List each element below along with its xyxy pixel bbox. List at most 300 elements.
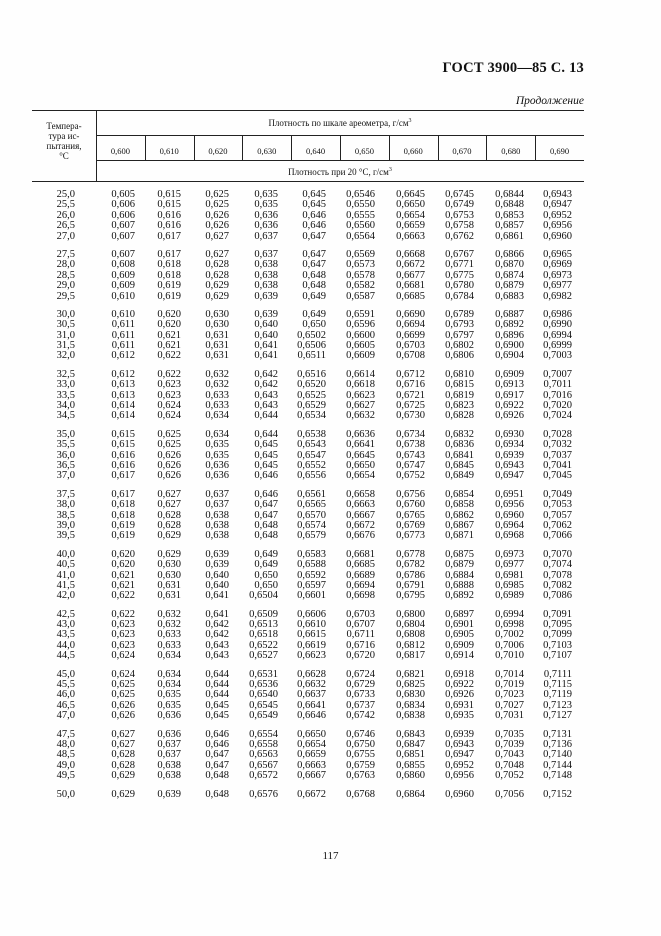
density-cell: 0,622 [111,608,135,620]
temperature-cell: 36,5 [56,459,75,471]
density-cell: 0,6914 [445,650,474,662]
table-row [0,560,661,570]
row-group [0,730,661,782]
density-cell: 0,6951 [495,488,524,500]
density-cell: 0,6546 [346,189,375,200]
density-cell: 0,6960 [543,230,572,242]
density-cell: 0,629 [111,788,135,800]
density-cell: 0,647 [205,749,229,761]
density-cell: 0,638 [157,770,181,782]
density-cell: 0,625 [157,439,181,451]
density-cell: 0,623 [111,639,135,651]
density-cell: 0,618 [157,269,181,281]
density-cell: 0,623 [111,619,135,631]
temperature-cell: 35,5 [56,439,75,451]
temperature-cell: 41,5 [56,579,75,591]
column-header: 0,600 [110,146,130,156]
density-cell: 0,622 [157,350,181,362]
density-cell: 0,6637 [297,689,326,701]
density-cell: 0,648 [302,280,326,292]
density-cell: 0,637 [157,749,181,761]
density-cell: 0,6848 [495,199,524,211]
density-cell: 0,6756 [396,488,425,500]
density-cell: 0,6659 [297,749,326,761]
density-cell: 0,6795 [396,590,425,602]
density-cell: 0,6773 [396,530,425,542]
temperature-cell: 50,0 [56,788,75,800]
density-cell: 0,6802 [445,340,474,352]
column-header: 0,620 [208,146,228,156]
density-cell: 0,642 [254,368,278,380]
density-cell: 0,6769 [396,519,425,531]
density-cell: 0,6874 [495,269,524,281]
density-cell: 0,606 [111,199,135,211]
density-cell: 0,636 [254,220,278,232]
density-cell: 0,626 [205,220,229,232]
stub-header-line: Темпера- [46,121,82,131]
density-cell: 0,6743 [396,449,425,461]
density-cell: 0,6947 [543,199,572,211]
column-header: 0,660 [403,146,423,156]
density-cell: 0,643 [254,389,278,401]
density-cell: 0,6819 [445,389,474,401]
density-cell: 0,626 [157,470,181,482]
density-cell: 0,6567 [249,759,278,771]
temperature-cell: 35,0 [56,428,75,440]
density-cell: 0,6870 [495,259,524,271]
density-cell: 0,627 [111,738,135,750]
density-cell: 0,619 [157,280,181,292]
density-cell: 0,616 [111,459,135,471]
density-cell: 0,6905 [445,629,474,641]
density-cell: 0,7003 [543,350,572,362]
density-cell: 0,6918 [445,668,474,680]
density-cell: 0,642 [205,619,229,631]
density-cell: 0,6749 [445,199,474,211]
density-cell: 0,6677 [396,269,425,281]
density-cell: 0,6964 [495,519,524,531]
density-cell: 0,6511 [297,350,326,362]
temperature-cell: 27,0 [56,230,75,242]
density-cell: 0,6663 [297,759,326,771]
density-cell: 0,7070 [543,548,572,560]
row-group [0,670,661,722]
density-cell: 0,628 [111,749,135,761]
density-cell: 0,6759 [346,759,375,771]
density-cell: 0,6812 [396,639,425,651]
density-cell: 0,610 [111,308,135,320]
density-cell: 0,625 [157,428,181,440]
density-cell: 0,6901 [445,619,474,631]
table-row [0,771,661,781]
density-cell: 0,648 [302,269,326,281]
density-cell: 0,6734 [396,428,425,440]
density-cell: 0,607 [111,220,135,232]
density-cell: 0,634 [205,410,229,422]
row-group [0,370,661,422]
density-cell: 0,627 [157,488,181,500]
density-cell: 0,6994 [543,329,572,341]
density-cell: 0,6892 [495,319,524,331]
density-cell: 0,628 [111,759,135,771]
density-cell: 0,7027 [495,699,524,711]
density-cell: 0,630 [157,569,181,581]
density-cell: 0,7131 [543,728,572,740]
density-cell: 0,649 [254,559,278,571]
density-cell: 0,618 [111,499,135,511]
temperature-cell: 33,5 [56,389,75,401]
density-cell: 0,614 [111,400,135,412]
density-cell: 0,637 [157,738,181,750]
density-cell: 0,611 [111,340,135,352]
row-group [0,490,661,542]
density-cell: 0,6520 [297,379,326,391]
temperature-cell: 37,0 [56,470,75,482]
column-header: 0,610 [159,146,179,156]
density-cell: 0,628 [205,269,229,281]
density-cell: 0,613 [111,389,135,401]
density-cell: 0,6973 [495,548,524,560]
temperature-cell: 29,0 [56,280,75,292]
density-cell: 0,6763 [346,770,375,782]
density-cell: 0,6755 [346,749,375,761]
density-cell: 0,6667 [346,509,375,521]
density-cell: 0,6550 [346,199,375,211]
density-cell: 0,6628 [297,668,326,680]
density-cell: 0,6654 [297,738,326,750]
temperature-cell: 43,5 [56,629,75,641]
density-20c-header-text: Плотность при 20 °С, г/см [288,167,389,177]
density-cell: 0,635 [205,439,229,451]
density-cell: 0,7039 [495,738,524,750]
density-cell: 0,647 [302,230,326,242]
density-cell: 0,618 [157,259,181,271]
density-cell: 0,647 [302,259,326,271]
density-cell: 0,614 [111,410,135,422]
temperature-cell: 38,0 [56,499,75,511]
temperature-cell: 49,5 [56,770,75,782]
density-cell: 0,6672 [396,259,425,271]
density-cell: 0,7032 [543,439,572,451]
density-cell: 0,6667 [297,770,326,782]
density-cell: 0,6578 [346,269,375,281]
temperature-cell: 36,0 [56,449,75,461]
density-cell: 0,6884 [445,569,474,581]
temperature-cell: 47,5 [56,728,75,740]
density-cell: 0,7099 [543,629,572,641]
density-cell: 0,6615 [297,629,326,641]
density-cell: 0,624 [157,400,181,412]
table-row [0,591,661,601]
density-cell: 0,7031 [495,710,524,722]
density-cell: 0,6646 [297,710,326,722]
density-cell: 0,6513 [249,619,278,631]
density-cell: 0,643 [205,639,229,651]
density-cell: 0,6867 [445,519,474,531]
density-cell: 0,648 [254,519,278,531]
density-cell: 0,6650 [346,459,375,471]
density-cell: 0,6681 [396,280,425,292]
column-header: 0,630 [257,146,277,156]
density-cell: 0,633 [205,389,229,401]
density-cell: 0,628 [157,509,181,521]
density-cell: 0,6600 [346,329,375,341]
density-cell: 0,619 [111,530,135,542]
stub-header-line: °С [59,151,69,161]
temperature-cell: 39,5 [56,530,75,542]
table-row [0,411,661,421]
density-cell: 0,6588 [297,559,326,571]
density-cell: 0,6866 [495,248,524,260]
density-cell: 0,6654 [396,209,425,221]
temperature-cell: 28,5 [56,269,75,281]
density-cell: 0,6982 [543,290,572,302]
density-cell: 0,645 [302,189,326,200]
density-cell: 0,6909 [445,639,474,651]
density-cell: 0,6947 [445,749,474,761]
temperature-cell: 46,0 [56,689,75,701]
density-cell: 0,6591 [346,308,375,320]
density-cell: 0,636 [205,459,229,471]
table-body [0,190,661,808]
density-cell: 0,650 [302,319,326,331]
density-cell: 0,6504 [249,590,278,602]
density-cell: 0,6999 [543,340,572,352]
density-cell: 0,6771 [445,259,474,271]
density-cell: 0,626 [205,209,229,221]
density-cell: 0,627 [111,728,135,740]
density-cell: 0,6509 [249,608,278,620]
density-cell: 0,6943 [495,459,524,471]
density-cell: 0,637 [254,230,278,242]
stub-header-line: тура ис- [48,131,80,141]
density-cell: 0,6793 [445,319,474,331]
density-cell: 0,611 [111,319,135,331]
density-cell: 0,628 [205,259,229,271]
density-cell: 0,6947 [495,470,524,482]
density-cell: 0,632 [205,379,229,391]
density-cell: 0,615 [111,428,135,440]
density-cell: 0,627 [205,230,229,242]
density-cell: 0,7140 [543,749,572,761]
density-cell: 0,6981 [495,569,524,581]
density-cell: 0,6641 [346,439,375,451]
row-group [0,190,661,242]
density-cell: 0,644 [205,689,229,701]
density-cell: 0,609 [111,269,135,281]
temperature-cell: 40,5 [56,559,75,571]
density-cell: 0,629 [111,770,135,782]
density-cell: 0,6800 [396,608,425,620]
density-cell: 0,6823 [445,400,474,412]
density-cell: 0,627 [205,248,229,260]
density-cell: 0,638 [157,759,181,771]
density-cell: 0,7011 [543,379,572,391]
density-cell: 0,638 [254,269,278,281]
temperature-cell: 25,5 [56,199,75,211]
density-cell: 0,619 [111,519,135,531]
density-cell: 0,6998 [495,619,524,631]
density-cell: 0,6922 [495,400,524,412]
density-cell: 0,645 [205,710,229,722]
column-header: 0,640 [306,146,326,156]
density-cell: 0,7053 [543,499,572,511]
density-cell: 0,6952 [445,759,474,771]
density-cell: 0,6605 [346,340,375,352]
density-cell: 0,631 [205,350,229,362]
density-cell: 0,7045 [543,470,572,482]
density-cell: 0,6538 [297,428,326,440]
density-cell: 0,6610 [297,619,326,631]
temperature-cell: 31,0 [56,329,75,341]
density-cell: 0,7049 [543,488,572,500]
density-cell: 0,6572 [249,770,278,782]
density-cell: 0,615 [157,189,181,200]
density-cell: 0,6896 [495,329,524,341]
density-cell: 0,650 [254,579,278,591]
density-cell: 0,6808 [396,629,425,641]
page-number: 117 [322,850,339,862]
column-header: 0,650 [354,146,374,156]
table-row [0,651,661,661]
density-cell: 0,6817 [396,650,425,662]
density-cell: 0,6689 [346,569,375,581]
density-cell: 0,6609 [346,350,375,362]
density-cell: 0,621 [157,329,181,341]
density-cell: 0,6767 [445,248,474,260]
density-cell: 0,617 [111,470,135,482]
density-cell: 0,6516 [297,368,326,380]
density-cell: 0,641 [254,340,278,352]
density-cell: 0,636 [157,710,181,722]
temperature-cell: 34,0 [56,400,75,412]
density-cell: 0,7019 [495,679,524,691]
row-group [0,610,661,662]
table-row [0,711,661,721]
density-cell: 0,635 [254,199,278,211]
density-cell: 0,6712 [396,368,425,380]
density-cell: 0,6888 [445,579,474,591]
density-cell: 0,7095 [543,619,572,631]
density-cell: 0,632 [157,619,181,631]
density-cell: 0,616 [111,449,135,461]
density-cell: 0,623 [157,379,181,391]
density-cell: 0,6592 [297,569,326,581]
density-cell: 0,609 [111,280,135,292]
density-cell: 0,6965 [543,248,572,260]
density-cell: 0,635 [157,689,181,701]
density-cell: 0,7010 [495,650,524,662]
density-cell: 0,6969 [543,259,572,271]
density-cell: 0,615 [111,439,135,451]
density-cell: 0,6985 [495,579,524,591]
table-top-rule [32,110,584,111]
density-scale-header [96,118,584,128]
density-cell: 0,642 [205,629,229,641]
density-cell: 0,647 [254,499,278,511]
density-cell: 0,6845 [445,459,474,471]
table-row [0,790,661,800]
density-cell: 0,6939 [445,728,474,740]
density-cell: 0,6847 [396,738,425,750]
density-cell: 0,6821 [396,668,425,680]
density-cell: 0,6780 [445,280,474,292]
density-cell: 0,6934 [495,439,524,451]
density-cell: 0,6832 [445,428,474,440]
temperature-cell: 43,0 [56,619,75,631]
density-cell: 0,623 [111,629,135,641]
density-cell: 0,607 [111,230,135,242]
density-cell: 0,6768 [346,788,375,800]
density-cell: 0,6658 [346,488,375,500]
density-cell: 0,620 [157,308,181,320]
temperature-cell: 46,5 [56,699,75,711]
temperature-cell: 28,0 [56,259,75,271]
density-cell: 0,6583 [297,548,326,560]
temperature-cell: 41,0 [56,569,75,581]
density-cell: 0,646 [254,470,278,482]
density-cell: 0,637 [205,488,229,500]
density-cell: 0,617 [157,230,181,242]
temperature-cell: 25,0 [56,189,75,200]
table-row [0,232,661,242]
density-cell: 0,6555 [346,209,375,221]
temperature-cell: 44,0 [56,639,75,651]
density-cell: 0,632 [157,608,181,620]
density-cell: 0,6536 [249,679,278,691]
density-cell: 0,634 [205,428,229,440]
density-cell: 0,645 [254,439,278,451]
density-cell: 0,638 [254,280,278,292]
density-cell: 0,6931 [445,699,474,711]
density-cell: 0,6650 [297,728,326,740]
density-cell: 0,6606 [297,608,326,620]
density-cell: 0,635 [157,699,181,711]
density-cell: 0,6956 [445,770,474,782]
density-cell: 0,7078 [543,569,572,581]
density-cell: 0,6601 [297,590,326,602]
density-cell: 0,626 [111,699,135,711]
density-cell: 0,6556 [297,470,326,482]
temperature-cell: 49,0 [56,759,75,771]
density-cell: 0,7107 [543,650,572,662]
density-cell: 0,7057 [543,509,572,521]
density-cell: 0,617 [157,248,181,260]
density-cell: 0,643 [254,400,278,412]
temperature-cell: 33,0 [56,379,75,391]
density-cell: 0,6838 [396,710,425,722]
density-cell: 0,6917 [495,389,524,401]
density-cell: 0,6564 [346,230,375,242]
density-cell: 0,6887 [495,308,524,320]
density-cell: 0,7091 [543,608,572,620]
density-cell: 0,631 [157,590,181,602]
density-cell: 0,621 [157,340,181,352]
temperature-cell: 34,5 [56,410,75,422]
density-cell: 0,6806 [445,350,474,362]
density-cell: 0,6943 [445,738,474,750]
density-cell: 0,645 [302,199,326,211]
density-cell: 0,610 [111,290,135,302]
density-cell: 0,6879 [495,280,524,292]
density-cell: 0,6897 [445,608,474,620]
density-cell: 0,6619 [297,639,326,651]
temperature-cell: 32,0 [56,350,75,362]
temperature-cell: 27,5 [56,248,75,260]
density-cell: 0,606 [111,209,135,221]
density-cell: 0,6733 [346,689,375,701]
density-cell: 0,7066 [543,530,572,542]
